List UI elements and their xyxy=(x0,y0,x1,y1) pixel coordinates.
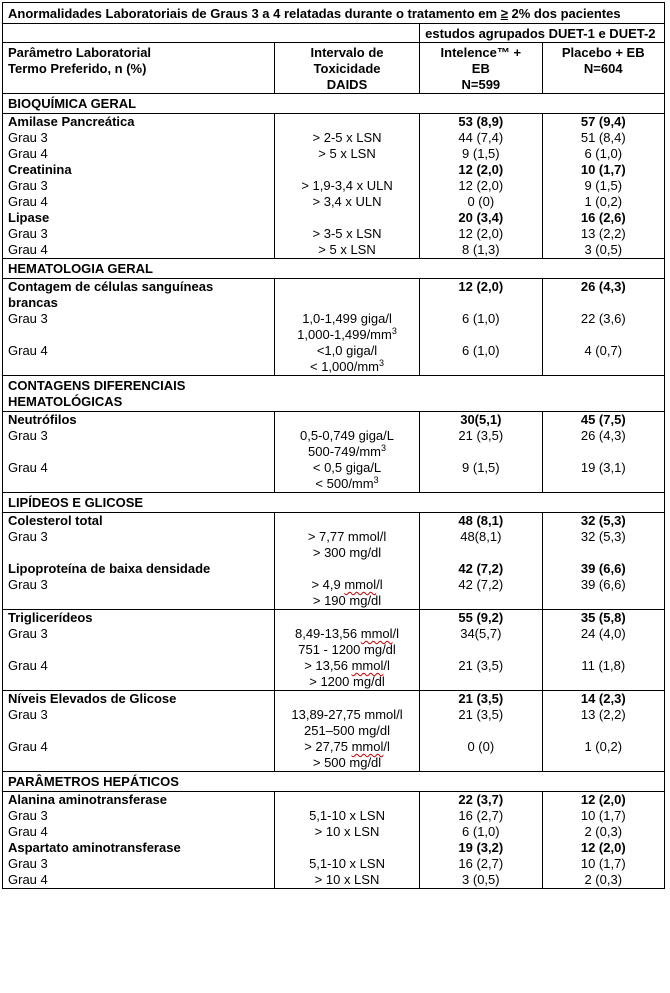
group-biochemistry: Amilase Pancreática Grau 3 Grau 4 Creatinina Grau 3 Grau 4 Lipase Grau 3 Grau 4 > 2-5 x LSN > 5 x LSN > 1,9-3,4 x ULN > 3,4 x ULN > 3-5 x LSN > 5 x LSN 53 (8,9) 44 (7,4) 9 (1,5) 12 (2,0) 12 (2,0) 0 (0) 20 (3,4) 12 (2,0) 8 (1,3) 57 (9,4) 51 (8,4) 6 (1,0) 10 (1,7) 9 (1,5) 1 (0,2) 16 (2,6) 13 (2,2) 3 (0,5) xyxy=(3,114,665,259)
param-lipase: Lipase xyxy=(8,210,50,225)
section-hematology: HEMATOLOGIA GERAL xyxy=(3,259,665,279)
ge-symbol: ≥ xyxy=(500,6,508,21)
section-differential: CONTAGENS DIFERENCIAIS HEMATOLÓGICAS xyxy=(3,376,665,412)
group-neutrophils: Neutrófilos Grau 3 Grau 4 0,5-0,749 giga/L $500-749/mm^3$ < 0,5 giga/L < $500/mm^3$ 30(5,1) 21 (3,5) 9 (1,5) 45 (7,5) 26 (4,3) 19 (3,1) xyxy=(3,412,665,493)
param-triglycerides: Triglicerídeos xyxy=(8,610,93,625)
param-wbc: Contagem de células sanguíneas xyxy=(8,279,214,294)
section-biochemistry: BIOQUÍMICA GERAL xyxy=(3,94,665,114)
title-row xyxy=(3,3,665,24)
group-hepatic: Alanina aminotransferase Grau 3 Grau 4 Aspartato aminotransferase Grau 3 Grau 4 5,1-10 x LSN > 10 x LSN 5,1-10 x LSN > 10 x LSN 22 (3,7) 16 (2,7) 6 (1,0) 19 (3,2) 16 (2,7) 3 (0,5) 12 (2,0) 10 (1,7) 2 (0,3) 12 (2,0) 10 (1,7) 2 (0,3) xyxy=(3,792,665,889)
group-glucose: Níveis Elevados de Glicose Grau 3 Grau 4 13,89-27,75 mmol/l 251–500 mg/dl > 27,75 mmol/l > 500 mg/dl 21 (3,5) 21 (3,5) 0 (0) 14 (2,3) 13 (2,2) 1 (0,2) xyxy=(3,691,665,772)
col-header-intelence: Intelence™ + EB N=599 xyxy=(420,43,542,94)
col-header-interval: Intervalo de Toxicidade DAIDS xyxy=(274,43,419,94)
col-header-parameter: Parâmetro Laboratorial Termo Preferido, n (%) xyxy=(3,43,275,94)
param-total-cholesterol: Colesterol total xyxy=(8,513,103,528)
column-header-row xyxy=(3,43,665,94)
param-neutrophils: Neutrófilos xyxy=(8,412,77,427)
group-wbc: Contagem de células sanguíneas brancas Grau 3 Grau 4 1,0-1,499 giga/l $1,000-1,499/mm^3$ <1,0 giga/l < $1,000/mm^3$ 12 (2,0) 6 (1,0) 6 (1,0) 26 (4,3) 22 (3,6) 4 (0,7) xyxy=(3,279,665,376)
pooled-header-row xyxy=(3,24,665,43)
param-alt: Alanina aminotransferase xyxy=(8,792,167,807)
section-lipids-glucose: LIPÍDEOS E GLICOSE xyxy=(3,493,665,513)
table-title: Anormalidades Laboratoriais de Graus 3 a 4 relatadas durante o tratamento em ≥ 2% dos pacientes xyxy=(3,3,665,24)
group-cholesterol-ldl: Colesterol total Grau 3 Lipoproteína de baixa densidade Grau 3 > 7,77 mmol/l > 300 mg/dl > 4,9 mmol/l > 190 mg/dl 48 (8,1) 48(8,1) 42 (7,2) 42 (7,2) 32 (5,3) 32 (5,3) 39 (6,6) 39 (6,6) xyxy=(3,513,665,610)
param-amylase: Amilase Pancreática xyxy=(8,114,135,129)
col-header-placebo: Placebo + EB N=604 xyxy=(542,43,664,94)
param-creatinine: Creatinina xyxy=(8,162,72,177)
param-ldl: Lipoproteína de baixa densidade xyxy=(8,561,211,576)
param-glucose: Níveis Elevados de Glicose xyxy=(8,691,177,706)
pooled-studies-header: estudos agrupados DUET-1 e DUET-2 xyxy=(420,24,665,43)
group-triglycerides: Triglicerídeos Grau 3 Grau 4 8,49-13,56 mmol/l 751 - 1200 mg/dl > 13,56 mmol/l > 1200 mg/dl 55 (9,2) 34(5,7) 21 (3,5) 35 (5,8) 24 (4,0) 11 (1,8) xyxy=(3,610,665,691)
param-ast: Aspartato aminotransferase xyxy=(8,840,181,855)
section-hepatic: PARÂMETROS HEPÁTICOS xyxy=(3,772,665,792)
lab-abnormalities-table xyxy=(2,2,665,889)
